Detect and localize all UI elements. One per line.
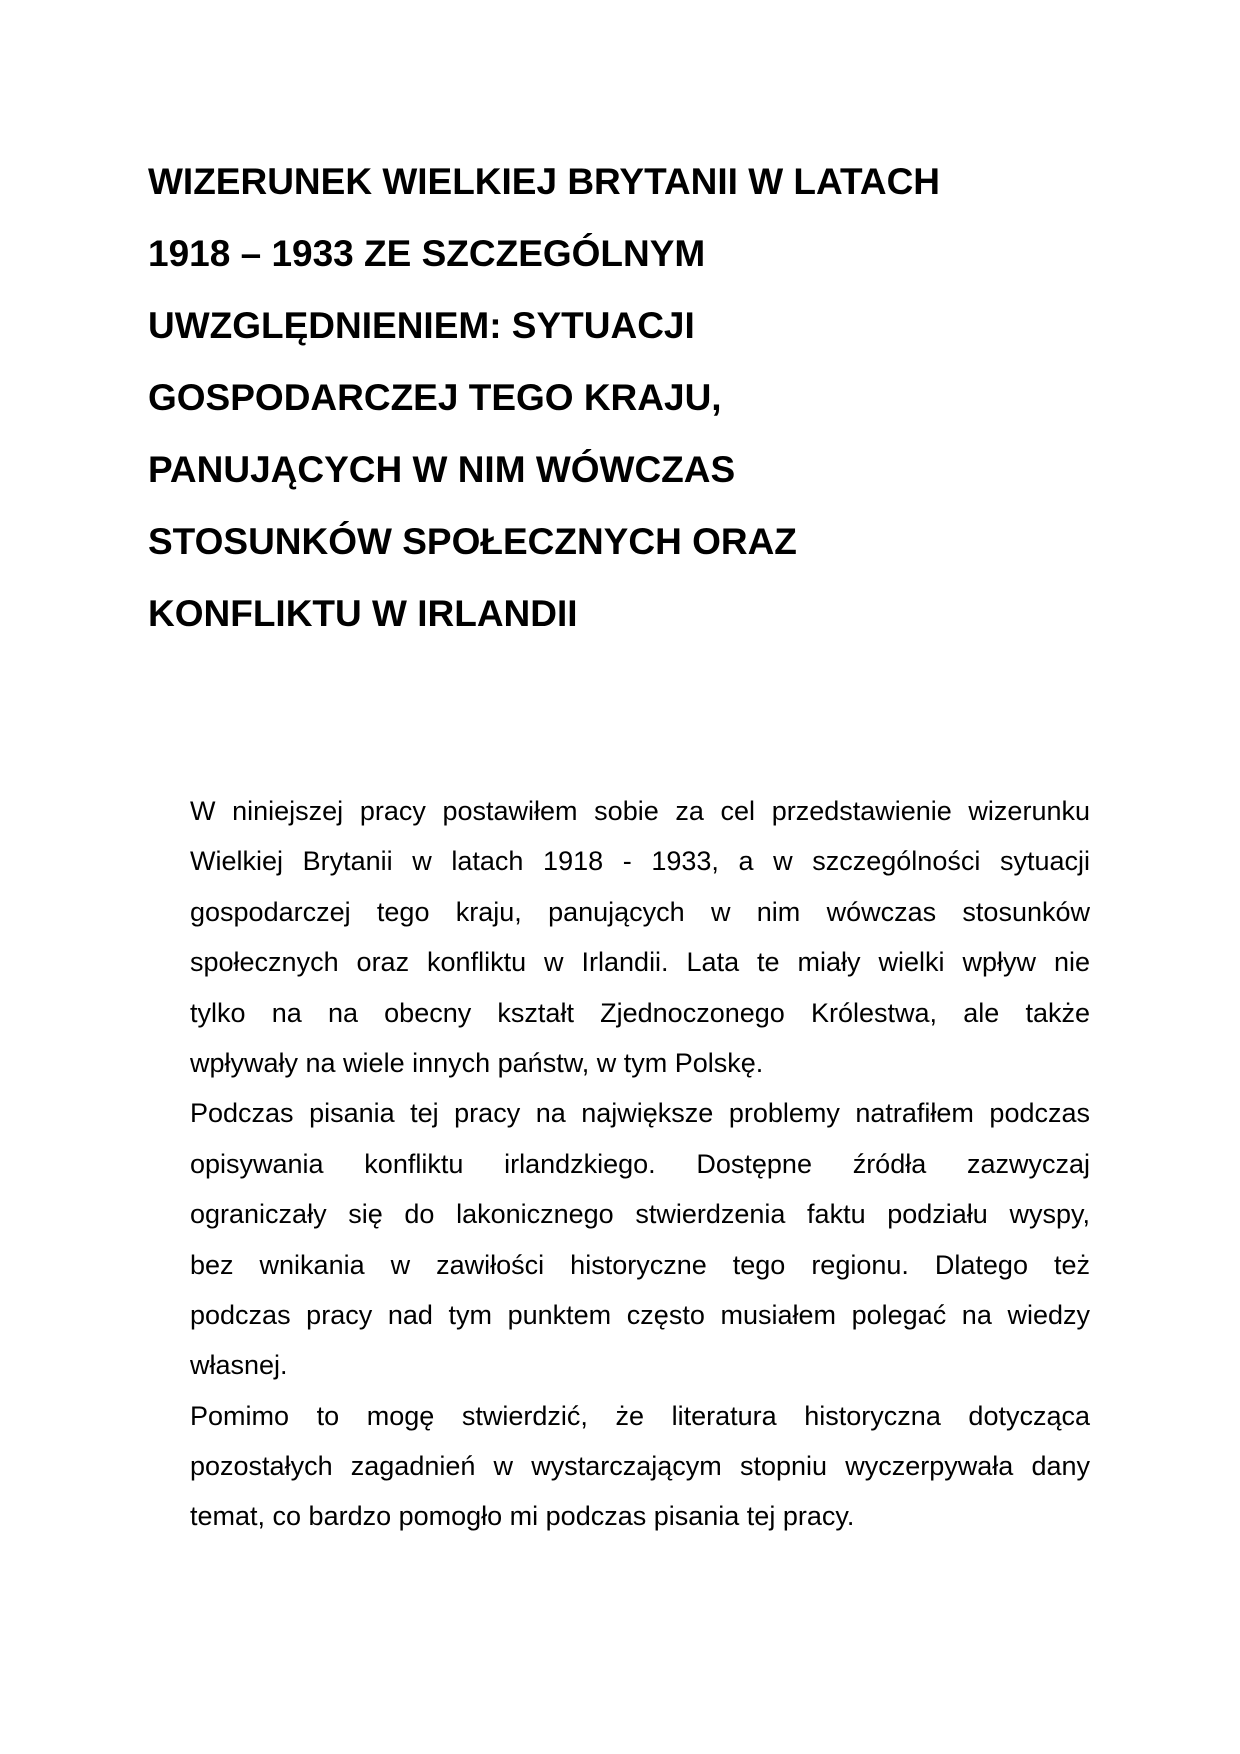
text-line: Wielkiej Brytanii w latach 1918 - 1933, a w szczególności sytuacji: [190, 846, 1090, 877]
text-line: bez wnikania w zawiłości historyczne tego regionu. Dlatego też: [190, 1249, 1090, 1280]
document-body: [190, 786, 1090, 1542]
paragraph-conclusion: [190, 1391, 1090, 1542]
text-line: społecznych oraz konfliktu w Irlandii. Lata te miały wielki wpływ nie: [190, 947, 1090, 978]
text-line: W niniejszej pracy postawiłem sobie za cel przedstawienie wizerunku: [190, 796, 1090, 826]
text-line: Pomimo to mogę stwierdzić, że literatura historyczna dotycząca: [190, 1400, 1090, 1431]
text-line: pozostałych zagadnień w wystarczającym stopniu wyczerpywała dany: [190, 1451, 1090, 1482]
text-line: wpływały na wiele innych państw, w tym Polskę.: [190, 1047, 764, 1078]
paragraph-introduction: [190, 786, 1090, 1088]
text-line: własnej.: [190, 1350, 288, 1381]
document-title: [148, 146, 1088, 650]
text-line: opisywania konfliktu irlandzkiego. Dostępne źródła zazwyczaj: [190, 1148, 1090, 1179]
title-line: UWZGLĘDNIENIEM: SYTUACJI: [148, 305, 695, 346]
text-line: Podczas pisania tej pracy na największe problemy natrafiłem podczas: [190, 1098, 1090, 1129]
text-line: ograniczały się do lakonicznego stwierdzenia faktu podziału wyspy,: [190, 1199, 1090, 1230]
title-line: WIZERUNEK WIELKIEJ BRYTANII W LATACH: [148, 161, 941, 202]
title-line: PANUJĄCYCH W NIM WÓWCZAS: [148, 449, 736, 490]
text-line: temat, co bardzo pomogło mi podczas pisania tej pracy.: [190, 1501, 855, 1532]
paragraph-difficulties: [190, 1088, 1090, 1390]
title-line: 1918 – 1933 ZE SZCZEGÓLNYM: [148, 233, 706, 274]
text-line: podczas pracy nad tym punktem często musiałem polegać na wiedzy: [190, 1299, 1090, 1330]
title-line: GOSPODARCZEJ TEGO KRAJU,: [148, 377, 722, 418]
title-line: KONFLIKTU W IRLANDII: [148, 593, 578, 634]
text-line: gospodarczej tego kraju, panujących w nim wówczas stosunków: [190, 896, 1090, 927]
title-line: STOSUNKÓW SPOŁECZNYCH ORAZ: [148, 521, 797, 562]
text-line: tylko na na obecny kształt Zjednoczonego Królestwa, ale także: [190, 997, 1090, 1028]
